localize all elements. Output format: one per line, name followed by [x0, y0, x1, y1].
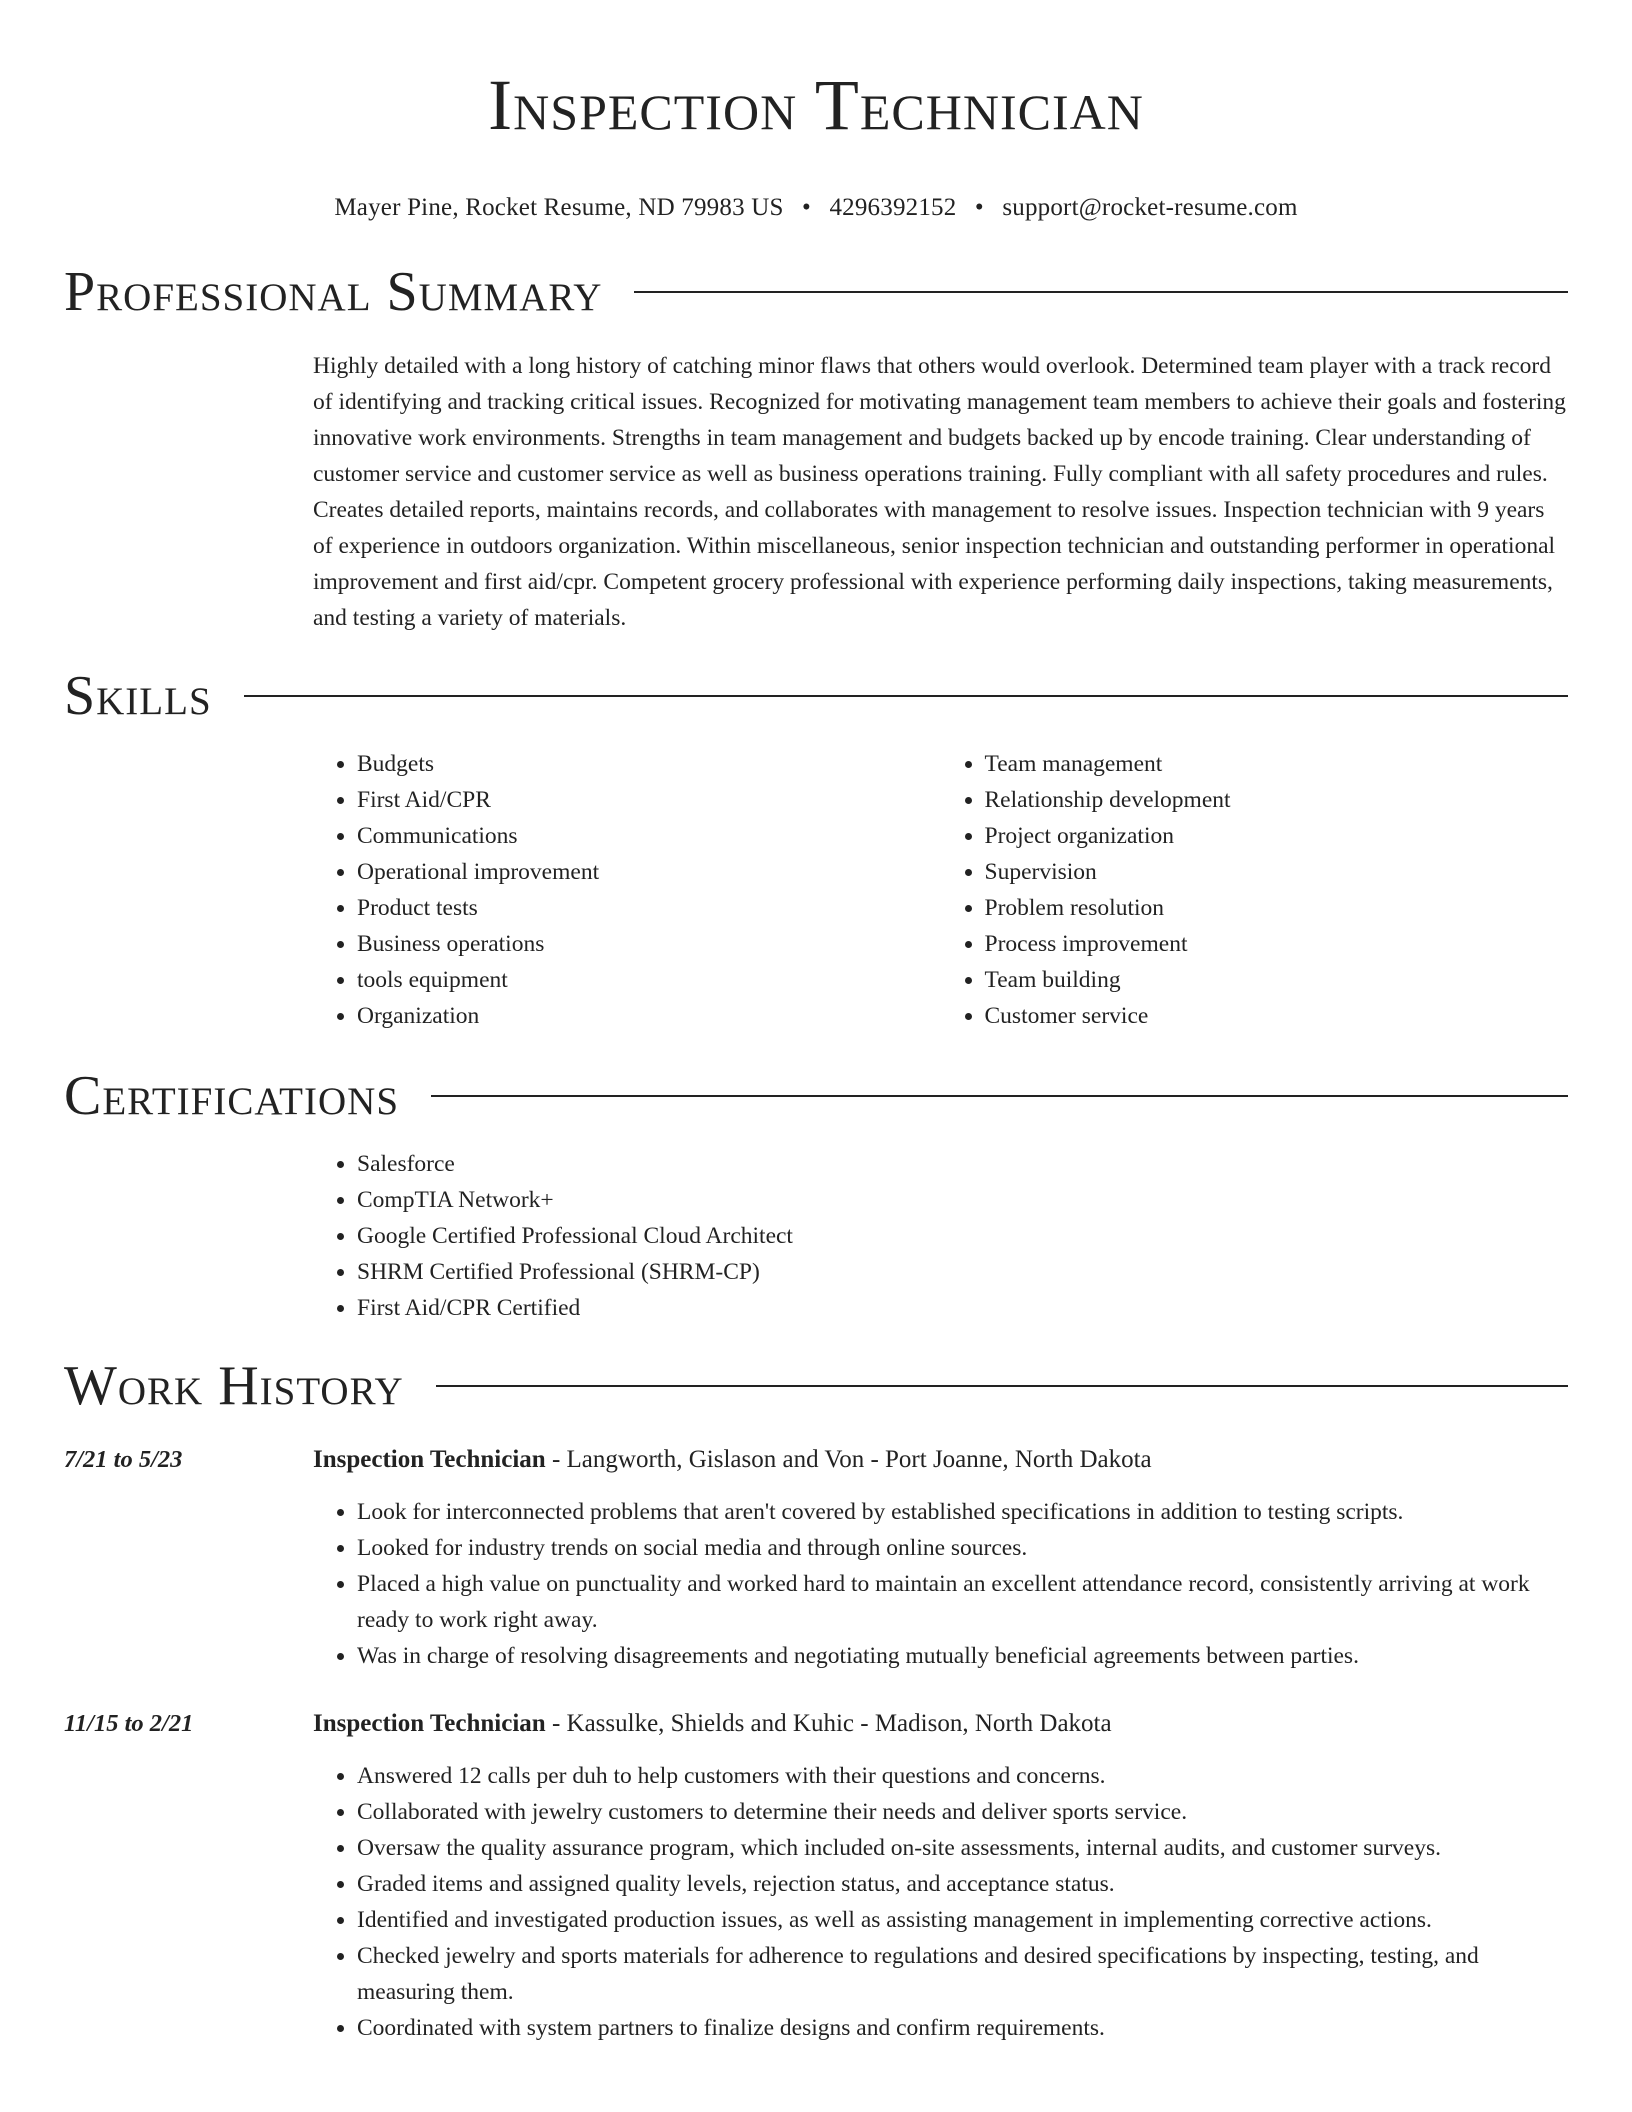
skills-section: [64, 666, 1568, 1034]
job-title: Inspection Technician: [313, 1710, 546, 1737]
contact-separator: •: [974, 194, 984, 221]
job-content: [313, 1442, 1568, 1674]
job-bullet: • Answered 12 calls per duh to help customers with their questions and concerns.: [357, 1758, 1568, 1794]
job-content: [313, 1706, 1568, 2046]
skill-item: • Problem resolution: [985, 890, 1569, 926]
skill-item: • Product tests: [357, 890, 941, 926]
certifications-block: [313, 1146, 1568, 1326]
summary-section: [64, 262, 1568, 636]
section-divider: [634, 291, 1568, 293]
job-entry: [64, 1706, 1568, 2046]
skill-item: • Supervision: [985, 854, 1569, 890]
skills-list-right: [941, 746, 1569, 1034]
job-bullet: • Checked jewelry and sports materials for adherence to regulations and desired specifications by inspecting, testing, and measuring them.: [357, 1938, 1568, 2010]
job-heading: [313, 1442, 1568, 1478]
contact-address: Mayer Pine, Rocket Resume, ND 79983 US: [334, 194, 784, 221]
certification-item: • CompTIA Network+: [357, 1182, 1568, 1218]
certifications-section: [64, 1066, 1568, 1326]
skill-item: • Customer service: [985, 998, 1569, 1034]
certifications-list: [313, 1146, 1568, 1326]
section-header: [64, 1066, 1568, 1126]
skill-item: • Business operations: [357, 926, 941, 962]
work-history-section: [64, 1356, 1568, 2046]
job-bullets: [313, 1758, 1568, 2046]
job-entry: [64, 1442, 1568, 1674]
job-heading: [313, 1706, 1568, 1742]
skill-item: • Team management: [985, 746, 1569, 782]
skills-grid: [313, 746, 1568, 1034]
skill-item: • Communications: [357, 818, 941, 854]
section-divider: [436, 1385, 1568, 1387]
skill-item: • First Aid/CPR: [357, 782, 941, 818]
job-employer-location: - Kassulke, Shields and Kuhic - Madison, North Dakota: [545, 1710, 1112, 1737]
skill-item: • Team building: [985, 962, 1569, 998]
skill-item: • Project organization: [985, 818, 1569, 854]
job-bullet: • Graded items and assigned quality levels, rejection status, and acceptance status.: [357, 1866, 1568, 1902]
job-dates: 11/15 to 2/21: [64, 1710, 194, 1737]
contact-phone: 4296392152: [829, 194, 957, 221]
section-divider: [431, 1095, 1568, 1097]
section-header: [64, 666, 1568, 726]
skill-item: • Organization: [357, 998, 941, 1034]
job-bullet: • Oversaw the quality assurance program, which included on-site assessments, internal audits, and customer surveys.: [357, 1830, 1568, 1866]
job-bullets: [313, 1494, 1568, 1674]
job-bullet: • Was in charge of resolving disagreements and negotiating mutually beneficial agreements between parties.: [357, 1638, 1568, 1674]
job-bullet: • Placed a high value on punctuality and worked hard to maintain an excellent attendance record, consistently arriving at work ready to work right away.: [357, 1566, 1568, 1638]
candidate-name: Inspection Technician: [488, 65, 1144, 145]
section-title-summary: Professional Summary: [64, 261, 603, 323]
section-title-skills: Skills: [64, 665, 212, 727]
section-title-work-history: Work History: [64, 1355, 404, 1417]
contact-line: [64, 194, 1568, 222]
certification-item: • First Aid/CPR Certified: [357, 1290, 1568, 1326]
section-title-certifications: Certifications: [64, 1065, 400, 1127]
job-bullet: • Identified and investigated production issues, as well as assisting management in implementing corrective actions.: [357, 1902, 1568, 1938]
summary-text: Highly detailed with a long history of catching minor flaws that others would overlook. Determined team player with a track record of identifying and tracking critical issues. Recognized for motivating management team members to achieve their goals and fostering innovative work environments. Strengths in team management and budgets backed up by encode training. Clear understanding of customer service and customer service as well as business operations training. Fully compliant with all safety procedures and rules. Creates detailed reports, maintains records, and collaborates with management to resolve issues. Inspection technician with 9 years of experience in outdoors organization. Within miscellaneous, senior inspection technician and outstanding performer in operational improvement and first aid/cpr. Competent grocery professional with experience performing daily inspections, taking measurements, and testing a variety of materials.: [313, 353, 1566, 631]
job-bullet: • Look for interconnected problems that aren't covered by established specifications in addition to testing scripts.: [357, 1494, 1568, 1530]
job-employer-location: - Langworth, Gislason and Von - Port Joanne, North Dakota: [545, 1446, 1152, 1473]
section-divider: [244, 695, 1568, 697]
certification-item: • Google Certified Professional Cloud Architect: [357, 1218, 1568, 1254]
job-bullet: • Collaborated with jewelry customers to determine their needs and deliver sports service.: [357, 1794, 1568, 1830]
contact-separator: •: [802, 194, 811, 221]
skill-item: • tools equipment: [357, 962, 941, 998]
skills-list-left: [313, 746, 941, 1034]
job-bullet: • Coordinated with system partners to finalize designs and confirm requirements.: [357, 2010, 1568, 2046]
section-header: [64, 262, 1568, 322]
job-bullet: • Looked for industry trends on social media and through online sources.: [357, 1530, 1568, 1566]
certification-item: • SHRM Certified Professional (SHRM-CP): [357, 1254, 1568, 1290]
section-header: [64, 1356, 1568, 1416]
contact-email: support@rocket-resume.com: [1002, 194, 1298, 221]
certification-item: • Salesforce: [357, 1146, 1568, 1182]
job-dates: 7/21 to 5/23: [64, 1446, 183, 1473]
skill-item: • Operational improvement: [357, 854, 941, 890]
skill-item: • Relationship development: [985, 782, 1569, 818]
skill-item: • Budgets: [357, 746, 941, 782]
job-title: Inspection Technician: [313, 1446, 546, 1473]
skill-item: • Process improvement: [985, 926, 1569, 962]
